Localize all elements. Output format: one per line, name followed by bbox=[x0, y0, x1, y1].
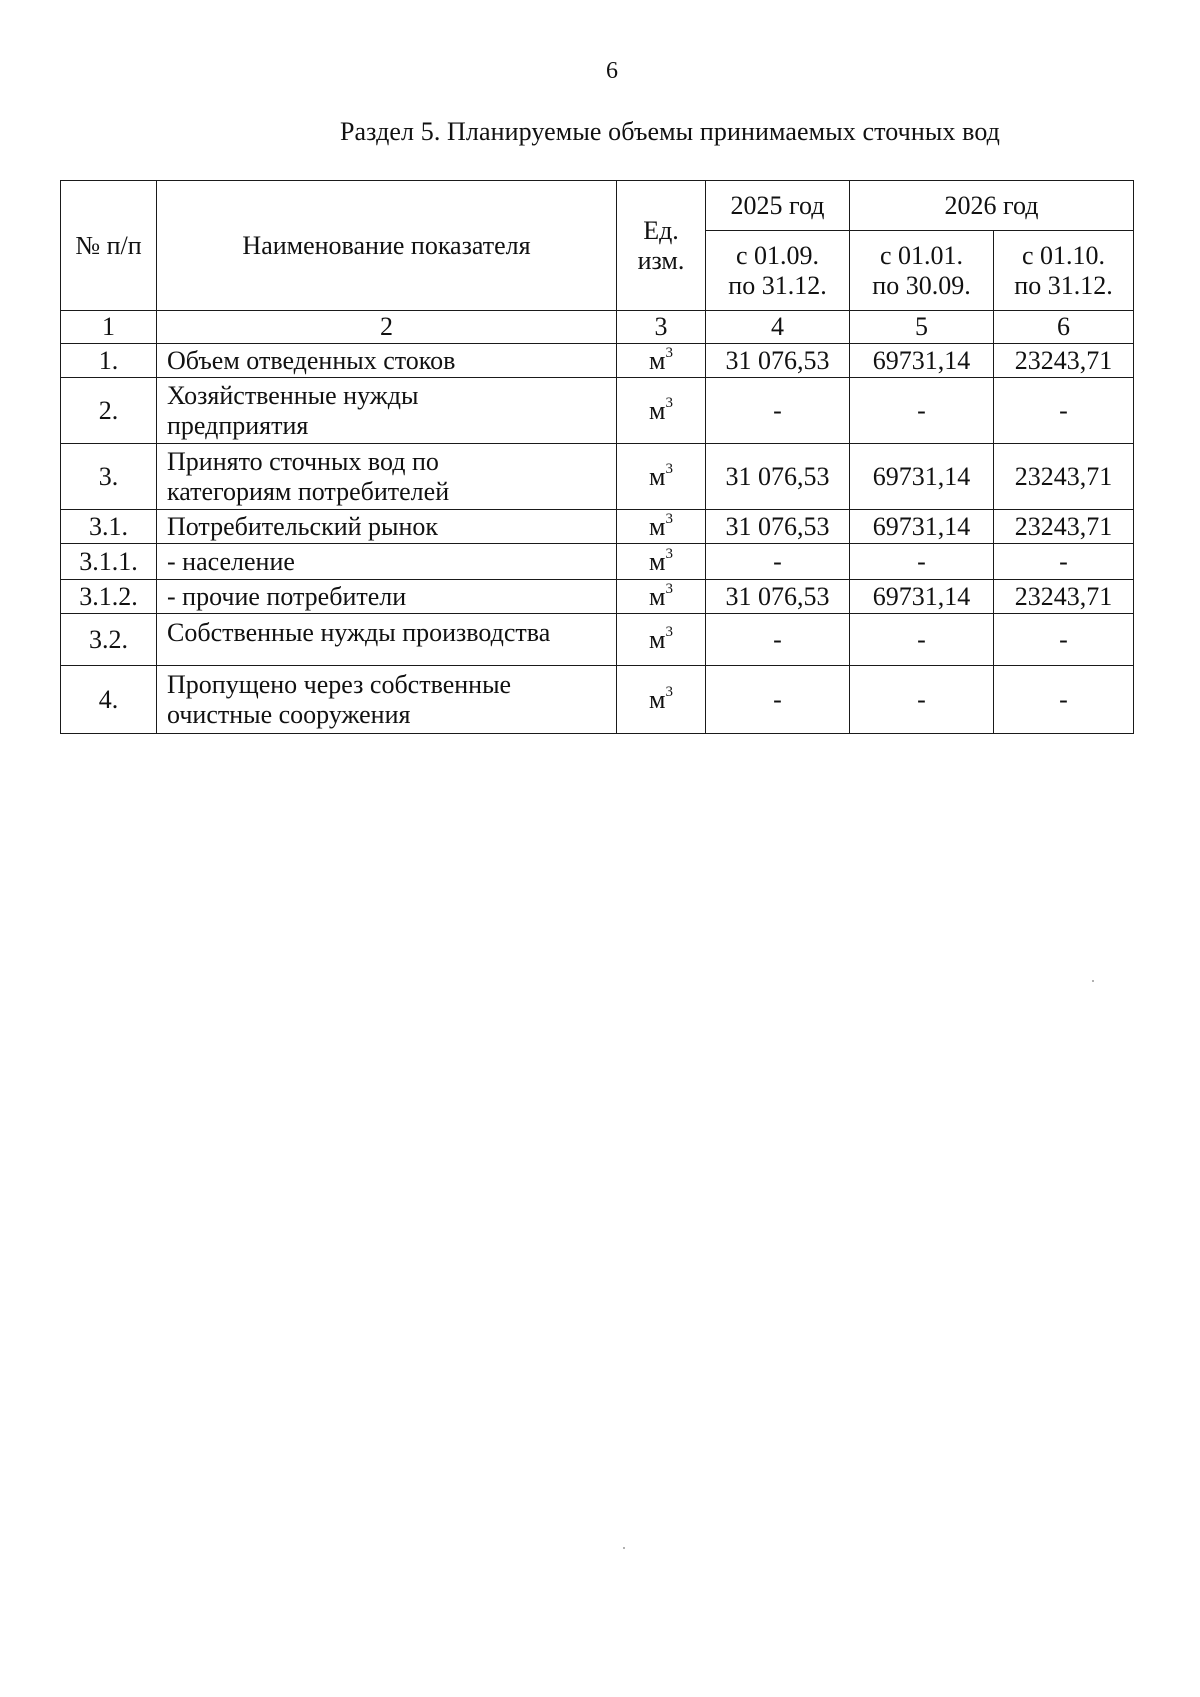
row-value-2026-p1: 69731,14 bbox=[850, 344, 994, 378]
row-number: 3.2. bbox=[61, 614, 157, 666]
row-value-2025: - bbox=[706, 544, 850, 580]
column-number: 1 bbox=[61, 311, 157, 344]
row-value-2025: 31 076,53 bbox=[706, 510, 850, 544]
unit-exp: 3 bbox=[665, 683, 673, 700]
row-unit bbox=[617, 444, 706, 510]
page-number: 6 bbox=[606, 58, 618, 84]
header-period-1-text: с 01.09. по 31.12. bbox=[728, 240, 827, 300]
row-value-2026-p1: 69731,14 bbox=[850, 444, 994, 510]
row-value-2026-p2: - bbox=[994, 544, 1134, 580]
row-number: 4. bbox=[61, 666, 157, 734]
planned-volumes-table bbox=[60, 180, 1134, 734]
row-value-2026-p2: 23243,71 bbox=[994, 580, 1134, 614]
row-value-2026-p2: - bbox=[994, 614, 1134, 666]
row-value-2026-p2: - bbox=[994, 378, 1134, 444]
row-name: - прочие потребители bbox=[157, 580, 617, 614]
table-row bbox=[61, 344, 1134, 378]
row-number: 1. bbox=[61, 344, 157, 378]
row-number: 3.1.1. bbox=[61, 544, 157, 580]
header-period-3-text: с 01.10. по 31.12. bbox=[1014, 240, 1113, 300]
header-year-2025: 2025 год bbox=[706, 181, 850, 231]
table-row bbox=[61, 614, 1134, 666]
unit-exp: 3 bbox=[665, 623, 673, 640]
unit-exp: 3 bbox=[665, 510, 673, 527]
header-period-2 bbox=[850, 231, 994, 311]
header-num: № п/п bbox=[61, 181, 157, 311]
row-value-2026-p2: 23243,71 bbox=[994, 444, 1134, 510]
table-row bbox=[61, 444, 1134, 510]
unit-exp: 3 bbox=[665, 394, 673, 411]
scan-speck bbox=[1092, 980, 1094, 982]
header-period-1 bbox=[706, 231, 850, 311]
row-value-2026-p1: - bbox=[850, 378, 994, 444]
row-unit bbox=[617, 510, 706, 544]
row-unit bbox=[617, 344, 706, 378]
row-name bbox=[157, 444, 617, 510]
table-row bbox=[61, 580, 1134, 614]
row-name bbox=[157, 666, 617, 734]
row-name bbox=[157, 378, 617, 444]
header-period-2-text: с 01.01. по 30.09. bbox=[872, 240, 971, 300]
row-name-text: Хозяйственные нужды предприятия bbox=[167, 380, 419, 440]
unit-base: м bbox=[649, 461, 666, 491]
header-name: Наименование показателя bbox=[157, 181, 617, 311]
row-value-2026-p1: 69731,14 bbox=[850, 510, 994, 544]
unit-base: м bbox=[649, 345, 666, 375]
table-row bbox=[61, 666, 1134, 734]
row-number: 3.1.2. bbox=[61, 580, 157, 614]
unit-base: м bbox=[649, 511, 666, 541]
row-value-2026-p1: - bbox=[850, 544, 994, 580]
unit-exp: 3 bbox=[665, 545, 673, 562]
header-unit-text: Ед. изм. bbox=[637, 215, 685, 275]
unit-base: м bbox=[649, 684, 666, 714]
row-value-2025: - bbox=[706, 666, 850, 734]
row-value-2025: - bbox=[706, 614, 850, 666]
unit-exp: 3 bbox=[665, 580, 673, 597]
column-number: 6 bbox=[994, 311, 1134, 344]
table-row bbox=[61, 378, 1134, 444]
column-number: 4 bbox=[706, 311, 850, 344]
table-row bbox=[61, 510, 1134, 544]
row-value-2026-p1: - bbox=[850, 614, 994, 666]
row-value-2025: - bbox=[706, 378, 850, 444]
row-name-text: Пропущено через собственные очистные сооружения bbox=[167, 669, 512, 729]
row-unit bbox=[617, 544, 706, 580]
header-unit bbox=[617, 181, 706, 311]
column-numbers-row bbox=[61, 311, 1134, 344]
column-number: 5 bbox=[850, 311, 994, 344]
section-title: Раздел 5. Планируемые объемы принимаемых сточных вод bbox=[339, 117, 1001, 146]
row-value-2026-p2: 23243,71 bbox=[994, 510, 1134, 544]
header-period-3 bbox=[994, 231, 1134, 311]
row-unit bbox=[617, 580, 706, 614]
unit-base: м bbox=[649, 624, 666, 654]
row-value-2026-p2: 23243,71 bbox=[994, 344, 1134, 378]
column-number: 3 bbox=[617, 311, 706, 344]
row-name: Потребительский рынок bbox=[157, 510, 617, 544]
row-number: 2. bbox=[61, 378, 157, 444]
row-unit bbox=[617, 666, 706, 734]
scan-speck bbox=[623, 1547, 625, 1549]
unit-exp: 3 bbox=[665, 460, 673, 477]
row-name-text: Принято сточных вод по категориям потребителей bbox=[167, 446, 450, 506]
row-unit bbox=[617, 378, 706, 444]
unit-base: м bbox=[649, 395, 666, 425]
row-name: Объем отведенных стоков bbox=[157, 344, 617, 378]
header-year-2026: 2026 год bbox=[850, 181, 1134, 231]
row-value-2025: 31 076,53 bbox=[706, 580, 850, 614]
row-number: 3. bbox=[61, 444, 157, 510]
row-value-2026-p2: - bbox=[994, 666, 1134, 734]
row-number: 3.1. bbox=[61, 510, 157, 544]
row-value-2025: 31 076,53 bbox=[706, 344, 850, 378]
row-name: - население bbox=[157, 544, 617, 580]
row-unit bbox=[617, 614, 706, 666]
unit-base: м bbox=[649, 581, 666, 611]
unit-exp: 3 bbox=[665, 344, 673, 361]
row-value-2025: 31 076,53 bbox=[706, 444, 850, 510]
table-row bbox=[61, 544, 1134, 580]
row-value-2026-p1: 69731,14 bbox=[850, 580, 994, 614]
column-number: 2 bbox=[157, 311, 617, 344]
unit-base: м bbox=[649, 546, 666, 576]
row-name: Собственные нужды производства bbox=[157, 614, 617, 666]
header-row-years bbox=[61, 181, 1134, 231]
row-value-2026-p1: - bbox=[850, 666, 994, 734]
